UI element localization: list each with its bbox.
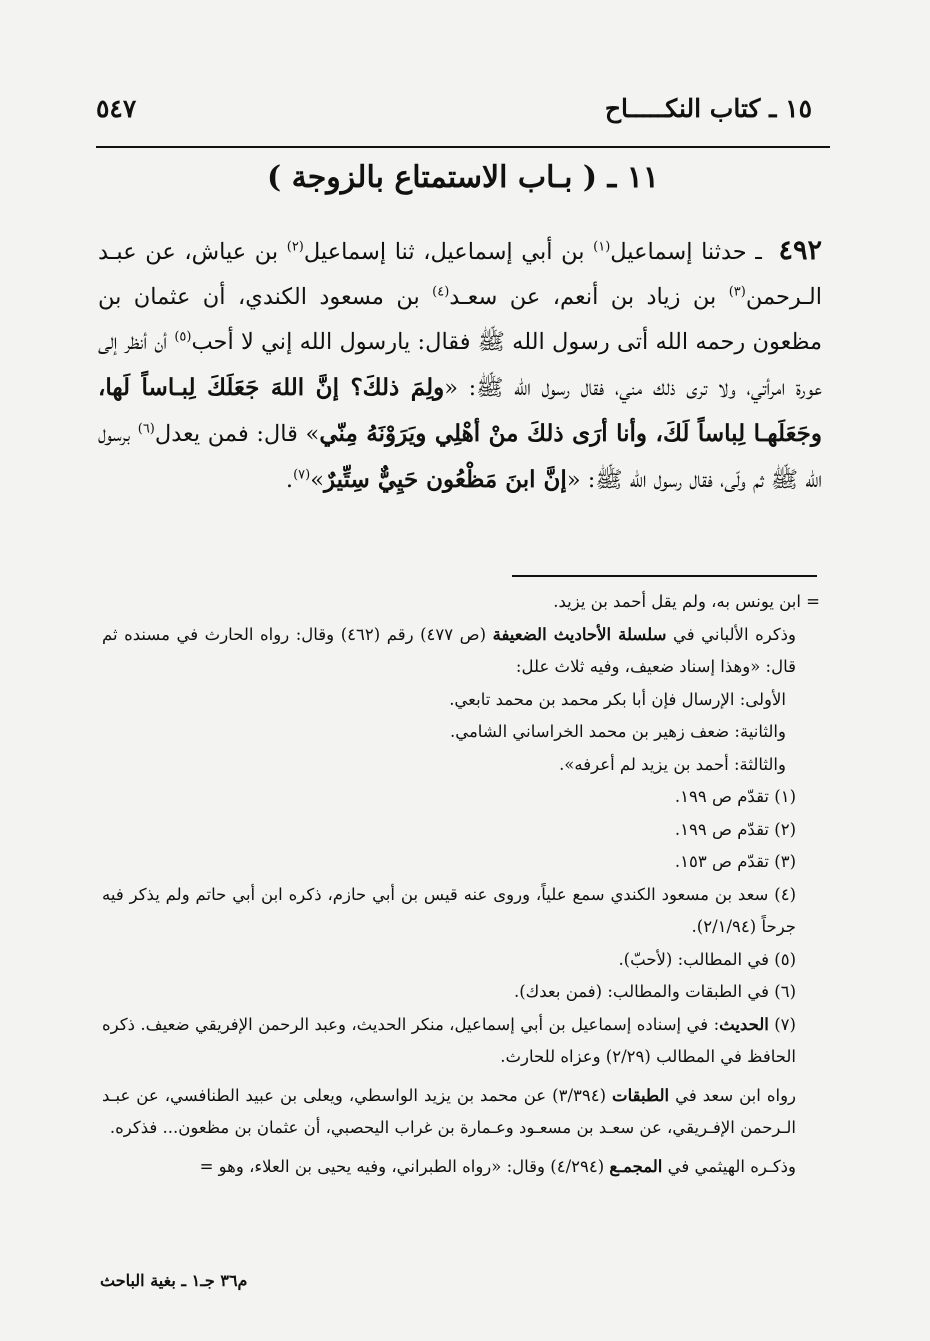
footnote-3: (٣) تقدّم ص ١٥٣.	[674, 852, 796, 871]
hadith-segment: أن أنظر إلى عورة امرأتي، ولا ترى ذلك مني، فقال رسول الله ﷺ: «	[98, 329, 822, 401]
hadith-segment: بن مسعود الكندي، أن عثمان بن مظعون رحمه الله أتى رسول الله ﷺ فقال: يارسول الله إني لا أحب	[98, 284, 822, 355]
footnote-line: والثالثة: أحمد بن يزيد لم أعرفه».	[559, 754, 786, 774]
footnote-text: : في إسناده إسماعيل بن أبي إسماعيل، منكر الحديث، وعبد الرحمن الإفريقي ضعيف. ذكره الحافظ في المطالب (٢/٢٩) وعزاه للحارث.	[102, 1014, 796, 1066]
footnote-paragraph	[102, 619, 820, 684]
footnote-ref: (١)	[593, 239, 611, 255]
section-title: ١١ ـ ( بـاب الاستمتاع بالزوجة )	[267, 160, 659, 195]
hadith-segment: .	[285, 467, 294, 493]
hadith-number: ٤٩٢	[778, 235, 823, 266]
book-title: المجمـع	[609, 1156, 663, 1176]
footnotes	[102, 586, 820, 1183]
footnote-keyword: الحديث	[719, 1014, 769, 1034]
footnote-6: (٦) في الطبقات والمطالب: (فمن بعدك).	[513, 982, 796, 1001]
footnote-ref: (٤)	[432, 284, 450, 300]
page-number: ٥٤٧	[96, 93, 137, 123]
dash: ـ	[746, 239, 771, 265]
prophetic-quote: ولِمَ ذلكَ؟ إنَّ اللهَ جَعَلَكَ لِبـاساً لَها، وجَعَلَهـا لِباساً لَكَ، وأنا أرَى ذلكَ منْ أهْلِي ويَرَوْنَهُ مِنّي	[98, 374, 822, 447]
book-title: الطبقات	[612, 1085, 670, 1105]
footnote-text: (ص ٤٧٧) رقم (٤٦٢) وقال: رواه الحارث في مسنده ثم قال: «وهذا إسناد ضعيف، وفيه ثلاث علل:	[102, 624, 796, 676]
running-header	[96, 88, 812, 128]
footnote-1: (١) تقدّم ص ١٩٩.	[674, 787, 796, 806]
hadith-text	[98, 228, 822, 503]
footnote-line: والثانية: ضعف زهير بن محمد الخراساني الشامي.	[449, 722, 786, 741]
footnote-2: (٢) تقدّم ص ١٩٩.	[674, 819, 796, 839]
hadith-segment: »	[310, 467, 324, 493]
footnote-ref: (٥)	[174, 329, 192, 345]
chapter-heading: ١٥ ـ كتاب النكـــــاح	[604, 93, 812, 123]
footnote-text: (٤/٢٩٤) وقال: «رواه الطبراني، وفيه يحيى بن العلاء، وهو =	[199, 1156, 610, 1176]
footnote-text: رواه ابن سعد في	[669, 1085, 797, 1105]
prophetic-quote: إنَّ ابنَ مَظْعُون حَيِيٌّ سِتِّيرٌ	[323, 466, 567, 493]
footnote-paragraph	[102, 1151, 820, 1184]
hadith-segment: بن زياد بن أنعم، عن سعـد	[449, 284, 729, 310]
footnote-continuation: = ابن يونس به، ولم يقل أحمد بن يزيد.	[553, 592, 820, 611]
footnote-7	[102, 1009, 820, 1074]
footnote-text: (٧)	[768, 1014, 796, 1034]
hadith-segment: حدثنا إسماعيل	[610, 239, 747, 265]
hadith-segment: برسول الله ﷺ ثم ولّى، فقال رسول الله ﷺ: «	[98, 421, 822, 493]
header-rule	[96, 146, 830, 148]
footnote-ref: (٦)	[137, 421, 155, 437]
footnote-paragraph	[102, 1080, 820, 1145]
printer-signature: م٣٦ جـ١ ـ بغية الباحث	[100, 1271, 248, 1290]
footnote-text: وذكره الألباني في	[666, 624, 796, 644]
footnote-text: (٣/٣٩٤) عن محمد بن يزيد الواسطي، ويعلى بن عبيد الطنافسي، عن عبـد الـرحمن الإفـريقي، عن سعـد بن مسعـود وعـمارة بن غراب اليحصبي، أن عثمان بن مظعون... فذكره.	[102, 1085, 796, 1137]
hadith-segment: بن أبي إسماعيل، ثنا إسماعيل	[303, 239, 594, 265]
hadith-segment: » قال: فمن يعدل	[154, 421, 320, 447]
book-title: سلسلة الأحاديث الضعيفة	[492, 624, 667, 644]
footnote-5: (٥) في المطالب: (لأحبّ).	[618, 949, 796, 969]
footnote-line: الأولى: الإرسال فإن أبا بكر محمد بن محمد تابعي.	[449, 689, 786, 709]
footnote-ref: (٢)	[286, 239, 304, 255]
footnote-ref: (٧)	[293, 467, 311, 483]
footnote-rule	[512, 575, 817, 577]
footnote-ref: (٣)	[728, 284, 746, 300]
hadith-segment: بن عياش، عن عبـد الـرحمن	[98, 239, 822, 310]
footnote-text: وذكـره الهيثمي في	[662, 1156, 796, 1176]
footnote-4: (٤) سعد بن مسعود الكندي سمع علياً، وروى عنه قيس بن أبي حازم، ذكره ابن أبي حاتم ولم يذكر فيه جرحاً (٢/١/٩٤).	[102, 884, 796, 936]
